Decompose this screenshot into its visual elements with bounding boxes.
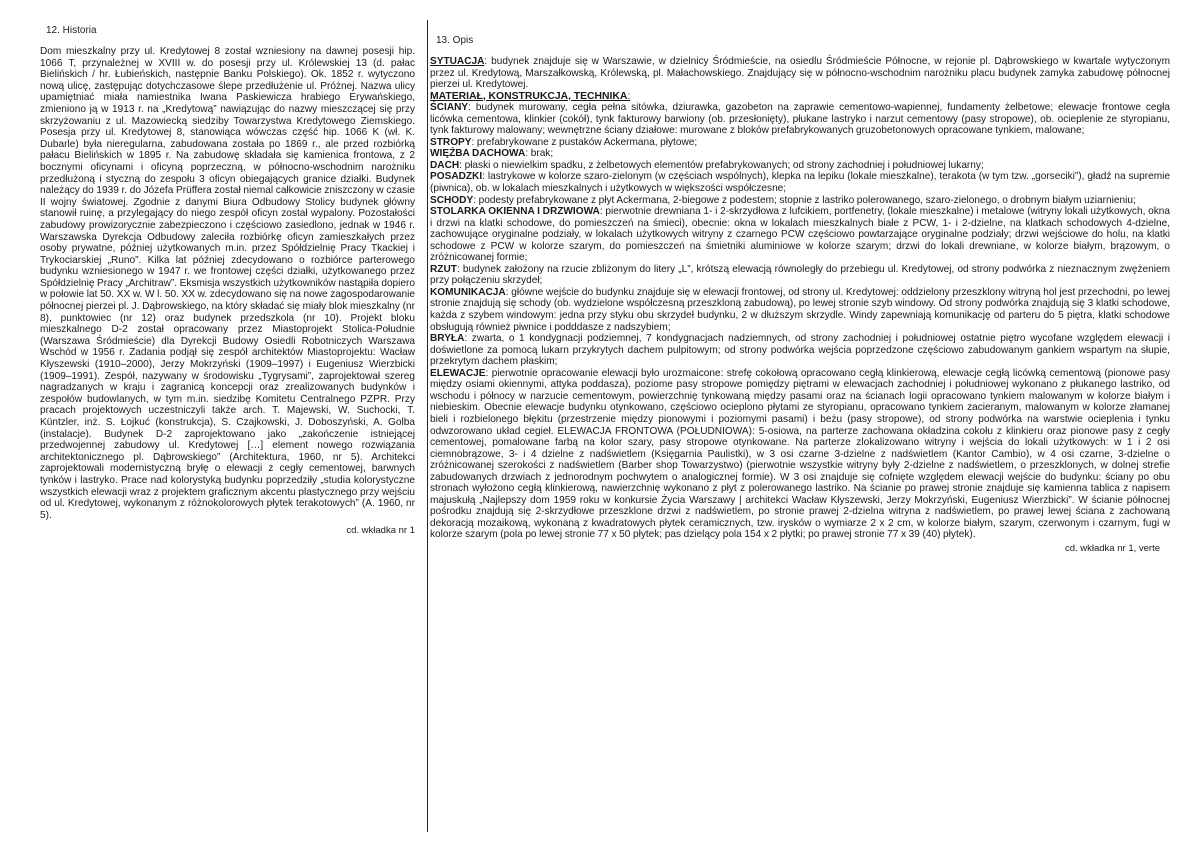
description-continuation-note: cd. wkładka nr 1, verte	[1064, 542, 1160, 554]
floors-entry	[430, 171, 1170, 194]
massing-text: : zwarta, o 1 kondygnacji podziemnej, 7 kondygnacjach nadziemnych, od strony zachodniej i południowej ostatnie piętro wycofane względem elewacji i doświetlone za pomocą lukarn przykrytych dachem pulpitowym; od strony podwórka wejścia poprzedzone częściowo zabudowanym gankiem wspartym na słupie, przekrytym dachem płaskim;	[430, 333, 1170, 368]
roof-truss-label: WIĘŹBA DACHOWA	[430, 148, 526, 160]
roof-truss-entry	[430, 148, 1170, 160]
facades-label: ELEWACJE	[430, 367, 486, 379]
description-body	[430, 56, 1170, 541]
walls-entry	[430, 102, 1170, 137]
roof-text: : płaski o niewielkim spadku, z żelbetowych elementów prefabrykowanych; od strony zachodniej i południowej lukarny;	[459, 159, 984, 171]
plan-text: : budynek założony na rzucie zbliżonym do litery „L”, krótszą elewacją równoległy do przebiegu ul. Kredytowej, od strony podwórka z nieznacznym zwężeniem przy połączeniu skrzydeł;	[430, 263, 1170, 287]
facades-text: : pierwotnie opracowanie elewacji było urozmaicone: strefę cokołową opracowano cegłą klinkierową, elewacje cegłą licówką cementową (pionowe pasy między osiami okiennymi, attyka poddasza), poziome pasy stropowe pomiędzy piętrami w elewacjach zachodniej i południowej wykonano z płukanego lastriko, od wschodu i północy w narzucie cementowym, powierzchnię tynkowaną między pasami oraz na ścianach logii opracowano tynkiem malowanym w kolorze białym i niebieskim. Obecnie elewacje budynku otynkowano, częściowo ocieplono płytami ze styropianu, opracowano tynkiem zacieranym, malowanym w kolorze złamanej bieli i rozbielonego błękitu (przestrzenie między pionowymi i poziomymi pasami) i beżu (pasy stropowe), od strony podwórka na warstwie ocieplenia i tynku odwzorowano układ cegieł. ELEWACJA FRONTOWA (POŁUDNIOWA): 5-osiowa, na parterze zachowana okładzina cokołu z klinkieru oraz pionowe pasy z cegły cementowej, pomalowane farbą na kolor szary, pasy stropowe otynkowane. Na parterze zlokalizowano witryny i wejścia do lokali użytkowych: w 1 i 2 osi ciemnobrązowe, 3- i 4 dzielne z nadświetlem (Księgarnia Paulistki), w 3 osi czarne 3-dzielne z nadświetlem (Kantor Cambio), w 4 osi czarne, 3-dzielne o zróżnicowanej szerokości z nadświetlem (Barber shop Towarzystwo) (pierwotnie wszystkie witryny były 2-dzielne z nadświetlem, o przeszklonych, w dolnej strefie zabudowanych drzwiach z jednorodnym pochwytem o analogicznej formie). W 3 osi znajduje się cofnięte względem elewacji wejście do budynku: ściany po obu stronach wyłożono cegłą klinkierową, nawierzchnię wykonano z płyt z polerowanego lastriko. Na ścianie po prawej stronie znajduje się kamienna tablica z napisem majuskułą „Najlepszy dom 1959 roku w konkursie Życia Warszawy | architekci Wacław Kłyszewski, Jerzy Mokrzyński, Eugeniusz Wierzbicki”. W ścianie północnej pośrodku znajdują się 2-skrzydłowe przeszklone drzwi z nadświetlem, po stronie prawej 2-dzielna witryna z nadświetlem, po prawej lewej ściana z zachowaną dekoracją mozaikową, wykonaną z kwadratowych płytek ceramicznych, tzw. irysków o wymiarze 2 x 2 cm, w kolorze białym, szarym, czerwonym i czarnym, fugi w kolorze szarym (pola po lewej stronie 77 x 50 płytek; pas dzielący pola 154 x 2 płytki; po prawej stronie 77 x 39 (40) płytek).	[430, 367, 1170, 541]
communication-entry	[430, 287, 1170, 333]
ceilings-label: STROPY	[430, 136, 472, 148]
roof-truss-text: : brak;	[525, 148, 554, 160]
history-text: Dom mieszkalny przy ul. Kredytowej 8 został wzniesiony na dawnej posesji hip. 1066 T, przynależnej w XVIII w. do posesji przy ul. Królewskiej 13 (d. pałac Bielińskich / hr. Łubieńskich, następnie Banku Polskiego). Ok. 1852 r. wytyczono nową ulicę, zastępując dotychczasowe ślepe przedłużenie ul. Próżnej. Nazwa ulicy upamiętniać miała namiestnika Iwana Paskiewicza hrabiego Erywańskiego, zmieniono ją w 1913 r. na „Kredytową” nawiązując do nazwy mieszczącej się przy skrzyżowaniu z ul. Mazowiecką siedziby Towarzystwa Kredytowego Ziemskiego. Posesja przy ul. Kredytowej 8, stanowiąca wówczas część hip. 1066 K (wł. K. Dubarle) była nieregularna, zabudowana została po 1869 r., ale przed rozbiórką pałacu Bielińskich w 1895 r. Na zabudowę składała się kamienica frontowa, z 2 bocznymi oficynami i oficyną poprzeczną, w północno-wschodnim narożniku przedłużoną i styczną do zespołu 3 oficyn obiegających granice działki. Budynek należący do 1939 r. do Józefa Prüffera został niemal całkowicie zniszczony w czasie II wojny światowej. Zgodnie z danymi Biura Odbudowy Stolicy budynek główny stanowił ruinę, a przylegający do niego zespół oficyn został wypalony. Pozostałości zabudowy prowizorycznie zabezpieczono i częściowo zasiedlono, jednak w 1946 r. Warszawska Dyrekcja Odbudowy zaleciła rozbiórkę oficyn zamieszkałych przez osoby prywatne, później użytkowanych m.in. przez Spółdzielnię Pracy Tkackiej i Trykociarskiej „Runo”. Kilka lat później zdecydowano o rozbiórce parterowego budynku wzniesionego w 1947 r. we frontowej części działki, użytkowanego przez Spółdzielnię Pracy „Architraw”. Eksmisja wszystkich użytkowników nastąpiła dopiero w połowie lat 50. XX w. W l. 50. XX w. zdecydowano się na nowe zagospodarowanie północnej pierzei pl. J. Dąbrowskiego, na który składać się miały blok mieszkalny (nr 8), punktowiec (nr 12) oraz budynek przedszkola (nr 10). Projekt bloku mieszkalnego D-2 został opracowany przez Miastoprojekt Stolica-Południe (Warszawa Śródmieście) dla Dyrekcji Budowy Osiedli Robotniczych Warszawa Wschód w 1956 r. Zadania podjął się zespół architektów Miastoprojektu: Wacław Kłyszewski (1910–2000), Jerzy Mokrzyński (1909–1997) i Eugeniusz Wierzbicki (1909–1991). Zespół, nazywany w środowisku „Tygrysami”, zaprojektował szereg nagradzanych w kraju i zagranicą koncepcji oraz zrealizowanych budynków i zespołów budowlanych, w tym m.in. siedzibę Komitetu Centralnego PZPR. Przy pracach projektowych uczestniczyli także arch. T. Majewski, W. Suchocki, T. Küntzler, inż. S. Łojkuć (konstrukcja), S. Czajkowski, J. Doboszyński, A. Golba (instalacje). Budynek D-2 zaprojektowano jako „zakończenie istniejącej przedwojennej zabudowy ul. Kredytowej […] element nowego rozwiązania architektonicznego pl. Dąbrowskiego” (Architektura, 1960, nr 5). Architekci zaprojektowali modernistyczną bryłę o elewacji z cegły cementowej, barwnych tynków i lastryko. Prace nad kolorystyką budynku poprzedziły „studia kolorystyczne wszystkich elewacji wraz z projektem graficznym akcentu plastycznego przy wejściu od ul. Kredytowej, wykonanym z różnokolorowych płytek terakotowych” (A. 1960, nr 5).	[40, 46, 415, 521]
stairs-label: SCHODY	[430, 194, 474, 206]
ceilings-text: : prefabrykowane z pustaków Ackermana, płytowe;	[471, 136, 698, 148]
communication-text: : główne wejście do budynku znajduje się w elewacji frontowej, od strony ul. Kredytowej: oddzielony przeszklony witryną hol jest przechodni, po lewej stronie znajdują się schody (ob. wydzielone współczesną przeszkloną zabudową), po lewej stronie szyb windowy. Od strony podwórka znajdują się 3 klatki schodowe, każda z szybem windowym: jedna przy styku obu skrzydeł budynku, 2 w dłuższym skrzydle. Windy zapewniają komunikację od parteru do 5 piętra, klatki schodowe obsługują również piwnice i podddasze z nadszybiem;	[430, 286, 1170, 333]
history-column	[40, 24, 415, 537]
plan-label: RZUT	[430, 263, 457, 275]
joinery-label: STOLARKA OKIENNA I DRZWIOWA	[430, 206, 600, 218]
roof-entry	[430, 160, 1170, 172]
plan-entry	[430, 264, 1170, 287]
joinery-text: : pierwotnie drewniana 1- i 2-skrzydłowa z lufcikiem, portfenetry, (lokale mieszkalne) i metalowe (witryny lokali użytkowych, okna i drzwi na klatki schodowe, do pomieszczeń na śmieci), obecnie: okna w lokalach mieszkalnych białe z PCW, 1- i 2-dzielne, na klatkach schodowych 4-dzielne, zachowujące oryginalne podziały, w lokalach użytkowych witryny z czarnego PCW częściowo powtarzające oryginalne podziały; drzwi wejściowe do holu, na klatki schodowe z PCW w kolorze szarym, do pomieszczeń na śmietniki aluminiowe w kolorze szarym; drzwi do lokali drewniane, w kolorze białym, brązowym, o zróżnicowanej formie;	[430, 206, 1170, 264]
situation-label: SYTUACJA	[430, 56, 485, 67]
ceilings-entry	[430, 137, 1170, 149]
walls-text: : budynek murowany, cegła pełna sitówka, dziurawka, gazobeton na zaprawie cementowo-wapiennej, fundamenty żelbetowe; elewacje frontowe cegła licówka cementowa, klinkier (cokół), tynk fakturowy barwiony (ob. przesłonięty), płukane lastryko i narzut cementowy (pasy stropowe), ob. ocieplenie ze styropianu, tynk fakturowy malowany; wewnętrzne ściany działowe: murowane z bloków prefabrykowanych gruzobetonowych opracowane tynkiem, malowane;	[430, 102, 1170, 137]
stairs-text: : podesty prefabrykowane z płyt Ackermana, 2-biegowe z podestem; stopnie z lastriko polerowanego, szaro-zielonego, o drobnym białym uziarnieniu;	[473, 194, 1136, 206]
massing-entry	[430, 333, 1170, 368]
joinery-entry	[430, 206, 1170, 264]
massing-label: BRYŁA	[430, 333, 465, 345]
walls-label: ŚCIANY	[430, 102, 469, 114]
stairs-entry	[430, 195, 1170, 207]
facades-entry	[430, 368, 1170, 541]
floors-label: POSADZKI	[430, 171, 483, 183]
description-heading: 13. Opis	[436, 35, 474, 46]
situation-section	[430, 56, 1170, 91]
material-section-title: MATERIAŁ, KONSTRUKCJA, TECHNIKA:	[430, 90, 631, 102]
floors-text: : lastrykowe w kolorze szaro-zielonym (w częściach wspólnych), klepka na lepiku (lokale mieszkalne), terakota (w tym tzw. „gorseciki”), gładź na supremie (piwnica), ob. w lokalach mieszkalnych i użytkowych w większości współczesne;	[430, 171, 1170, 195]
communication-label: KOMUNIKACJA	[430, 286, 506, 298]
history-heading: 12. Historia	[46, 25, 97, 36]
history-continuation-note: cd. wkładka nr 1	[346, 525, 415, 537]
column-divider	[427, 20, 428, 832]
situation-text: : budynek znajduje się w Warszawie, w dzielnicy Śródmieście, na osiedlu Śródmieście Północne, w rejonie pl. Dąbrowskiego w kwartale wytyczonym przez ul. Kredytową, Marszałkowską, Królewską, pl. Małachowskiego. Znajdujący się w północno-wschodnim narożniku placu budynek zamyka zabudowę północnej pierzei ul. Kredytowej.	[430, 56, 1170, 91]
description-column	[430, 34, 1170, 555]
roof-label: DACH	[430, 159, 460, 171]
